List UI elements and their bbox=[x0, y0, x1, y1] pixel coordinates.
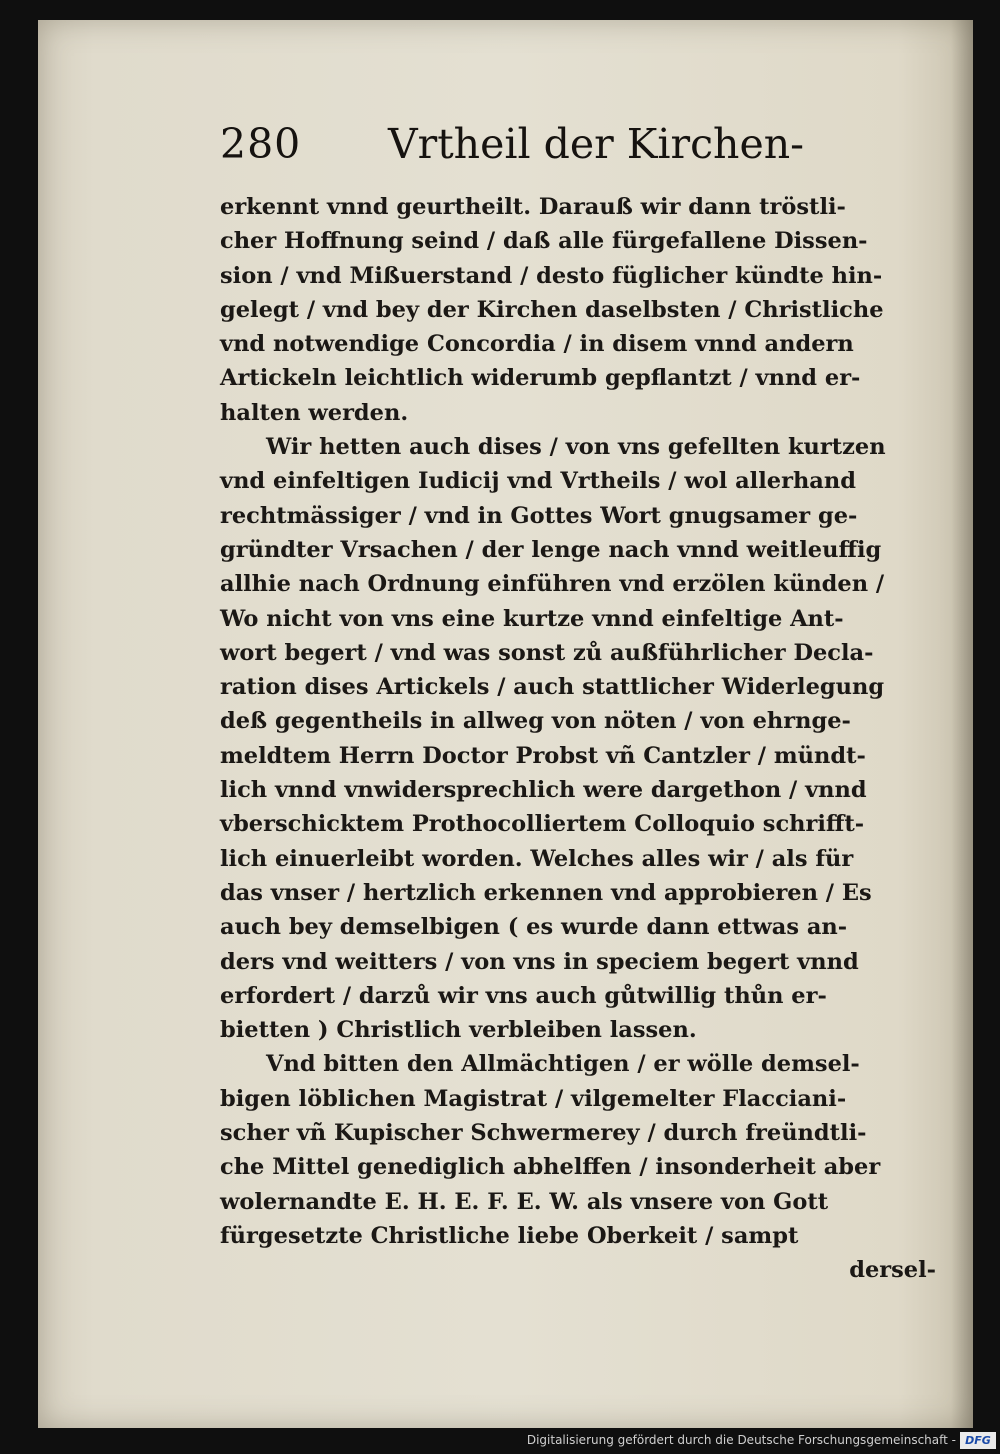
text-line: Artickeln leichtlich widerumb gepflantzt / vnnd er- bbox=[220, 365, 861, 392]
text-line: cher Hoffnung seind / daß alle fürgefallene Dissen- bbox=[220, 228, 868, 255]
text-line: allhie nach Ordnung einführen vnd erzölen künden / bbox=[220, 571, 885, 598]
text-line: halten werden. bbox=[220, 399, 409, 426]
digitization-footer bbox=[0, 1428, 1000, 1454]
text-line: Wir hetten auch dises / von vns gefellten kurtzen bbox=[266, 434, 886, 461]
text-line: sion / vnd Mißuerstand / desto füglicher kündte hin- bbox=[220, 262, 883, 289]
text-line: ration dises Artickels / auch stattlicher Widerlegung bbox=[220, 674, 885, 701]
text-line: vberschicktem Prothocolliertem Colloquio schrifft- bbox=[220, 811, 865, 838]
text-line: rechtmässiger / vnd in Gottes Wort gnugsamer ge- bbox=[220, 502, 858, 529]
dfg-logo: DFG bbox=[960, 1432, 996, 1449]
text-line: meldtem Herrn Doctor Probst vñ Cantzler / mündt- bbox=[220, 742, 866, 769]
text-line: lich vnnd vnwidersprechlich were dargethon / vnnd bbox=[220, 777, 867, 804]
text-line: gelegt / vnd bey der Kirchen daselbsten / Christliche bbox=[220, 296, 884, 323]
text-line: auch bey demselbigen ( es wurde dann ettwas an- bbox=[220, 914, 848, 941]
text-line: ders vnd weitters / von vns in speciem begert vnnd bbox=[220, 948, 859, 975]
text-line: scher vñ Kupischer Schwermerey / durch freündtli- bbox=[220, 1120, 867, 1147]
text-line: fürgesetzte Christliche liebe Oberkeit / sampt bbox=[220, 1222, 799, 1249]
funding-credit: Digitalisierung gefördert durch die Deutsche Forschungsgemeinschaft - bbox=[526, 1433, 956, 1447]
page-number: 280 bbox=[220, 120, 302, 168]
text-line: bigen löblichen Magistrat / vilgemelter Flacciani- bbox=[220, 1085, 847, 1112]
text-line: wort begert / vnd was sonst zů außführlicher Decla- bbox=[220, 639, 874, 666]
text-line: bietten ) Christlich verbleiben lassen. bbox=[220, 1017, 697, 1044]
text-line: erkennt vnnd geurtheilt. Darauß wir dann tröstli- bbox=[220, 194, 846, 220]
text-line: lich einuerleibt worden. Welches alles wir / als für bbox=[220, 845, 854, 872]
text-line: che Mittel genediglich abhelffen / insonderheit aber bbox=[220, 1154, 881, 1181]
body-text bbox=[220, 190, 940, 1288]
text-line: gründter Vrsachen / der lenge nach vnnd weitleuffig bbox=[220, 536, 882, 563]
text-line: wolernandte E. H. E. F. E. W. als vnsere von Gott bbox=[220, 1188, 829, 1215]
text-line: Wo nicht von vns eine kurtze vnnd einfeltige Ant- bbox=[220, 605, 844, 632]
page-header bbox=[220, 120, 820, 180]
text-line: deß gegentheils in allweg von nöten / von ehrnge- bbox=[220, 708, 851, 735]
catchword: dersel- bbox=[849, 1257, 936, 1284]
text-line: erfordert / darzů wir vns auch gůtwillig thůn er- bbox=[220, 982, 827, 1009]
page-gutter-shadow bbox=[951, 20, 973, 1428]
running-title: Vrtheil der Kirchen- bbox=[388, 120, 804, 168]
text-line: Vnd bitten den Allmächtigen / er wölle demsel- bbox=[266, 1051, 860, 1078]
text-line: das vnser / hertzlich erkennen vnd approbieren / Es bbox=[220, 879, 872, 906]
text-line: vnd notwendige Concordia / in disem vnnd andern bbox=[220, 331, 854, 358]
text-line: vnd einfeltigen Iudicij vnd Vrtheils / wol allerhand bbox=[220, 468, 856, 495]
